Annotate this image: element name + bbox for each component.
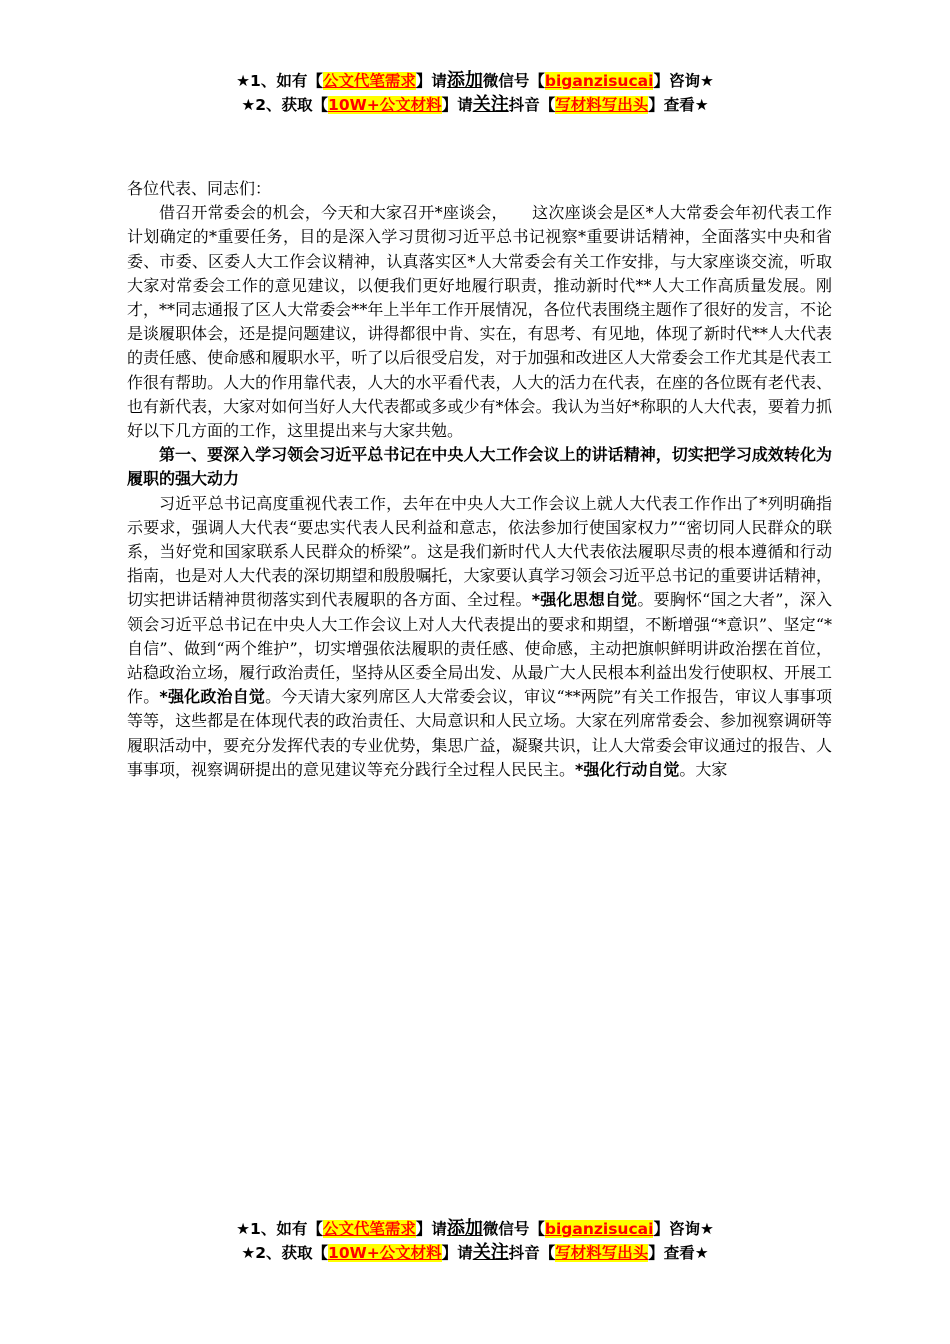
highlight-douyin-account: 写材料写出头	[555, 96, 649, 114]
promo-banner-bottom	[0, 1217, 950, 1265]
highlight-wechat-id: biganzisucai	[544, 1220, 654, 1238]
promo-text: 微信号【	[482, 72, 545, 90]
paragraph-text: 。今天请大家列席区人大常委会议，审议“**两院”有关工作报告，审议人事事项等等，这些都是在体现代表的政治责任、大局意识和人民立场。大家在列席常委会、参加视察调研等履职活动中，要充分发挥代表的专业优势，集思广益，凝聚共识，让人大常委会审议通过的报告、人事事项，视察调研提出的意见建议等充分践行全过程人民民主。	[127, 687, 832, 779]
bold-point-political: *强化政治自觉	[159, 687, 266, 707]
emphasis-add: 添加	[446, 70, 483, 91]
promo-text: 微信号【	[482, 1220, 545, 1238]
promo-text: 抖音【	[508, 96, 556, 114]
paragraph-section-1	[127, 492, 832, 782]
salutation: 各位代表、同志们：	[127, 179, 272, 198]
promo-line-2	[0, 93, 950, 117]
emphasis-follow: 关注	[472, 1242, 509, 1263]
highlight-materials: 10W+公文材料	[328, 96, 442, 114]
promo-text: 】咨询★	[653, 1220, 714, 1238]
promo-text: ★2、获取【	[241, 1244, 329, 1262]
highlight-service: 公文代笔需求	[322, 1220, 416, 1238]
highlight-materials: 10W+公文材料	[328, 1244, 442, 1262]
paragraph-text: 。大家	[679, 759, 728, 779]
promo-line-1	[0, 69, 950, 93]
bold-point-action: *强化行动自觉	[575, 759, 680, 779]
promo-text: ★2、获取【	[241, 96, 329, 114]
section-heading-1: 第一、要深入学习领会习近平总书记在中央人大工作会议上的讲话精神，切实把学习成效转化为履职的强大动力	[127, 445, 832, 489]
highlight-service: 公文代笔需求	[322, 72, 416, 90]
promo-banner-top	[0, 69, 950, 117]
promo-text: 抖音【	[508, 1244, 556, 1262]
paragraph-text: 习近平总书记高度重视代表工作，去年在中央人大工作会议上就人大代表工作作出了*列明确指示要求，强调人大代表“要忠实代表人民利益和意志，依法参加行使国家权力”“密切同人民群众的联系，当好党和国家联系人民群众的桥梁”。这是我们新时代人大代表依法履职尽责的根本遵循和行动指南，也是对人大代表的深切期望和殷殷嘱托，大家要认真学习领会习近平总书记的重要讲话精神，切实把讲话精神贯彻落实到代表履职的各方面、全过程。	[127, 493, 832, 610]
document-body	[127, 177, 832, 782]
promo-text: ★1、如有【	[236, 72, 323, 90]
promo-text: 】咨询★	[653, 72, 714, 90]
emphasis-follow: 关注	[472, 94, 509, 115]
promo-text: 】请	[415, 1220, 447, 1238]
highlight-douyin-account: 写材料写出头	[555, 1244, 649, 1262]
paragraph-text: 。要胸怀“国之大者”，深入领会习近平总书记在中央人大工作会议上对人大代表提出的要求和期望，不断增强“*意识”、坚定“*自信”、做到“两个维护”，切实增强依法履职的责任感、使命感，主动把旗帜鲜明讲政治摆在首位，站稳政治立场，履行政治责任，坚持从区委全局出发、从最广大人民根本利益出发行使职权、开展工作。	[127, 590, 832, 707]
promo-text: 】查看★	[648, 96, 709, 114]
bold-point-thought: *强化思想自觉	[531, 590, 638, 610]
promo-text: 】查看★	[648, 1244, 709, 1262]
highlight-wechat-id: biganzisucai	[544, 72, 654, 90]
promo-line-2	[0, 1241, 950, 1265]
promo-text: 】请	[441, 96, 473, 114]
promo-text: ★1、如有【	[236, 1220, 323, 1238]
promo-text: 】请	[441, 1244, 473, 1262]
paragraph-intro: 借召开常委会的机会，今天和大家召开*座谈会， 这次座谈会是区*人大常委会年初代表工作计划确定的*重要任务，目的是深入学习贯彻习近平总书记视察*重要讲话精神，全面落实中央和省委、市委、区委人大工作会议精神，认真落实区*人大常委会有关工作安排，与大家座谈交流，听取大家对常委会工作的意见建议，以便我们更好地履行职责，推动新时代**人大工作高质量发展。刚才，**同志通报了区人大常委会**年上半年工作开展情况，各位代表围绕主题作了很好的发言，不论是谈履职体会，还是提问题建议，讲得都很中肯、实在，有思考、有见地，体现了新时代**人大代表的责任感、使命感和履职水平，听了以后很受启发，对于加强和改进区人大常委会工作尤其是代表工作很有帮助。人大的作用靠代表，人大的水平看代表，人大的活力在代表，在座的各位既有老代表、也有新代表，大家对如何当好人大代表都或多或少有*体会。我认为当好*称职的人大代表，要着力抓好以下几方面的工作，这里提出来与大家共勉。	[127, 203, 832, 441]
emphasis-add: 添加	[446, 1218, 483, 1239]
promo-line-1	[0, 1217, 950, 1241]
promo-text: 】请	[415, 72, 447, 90]
